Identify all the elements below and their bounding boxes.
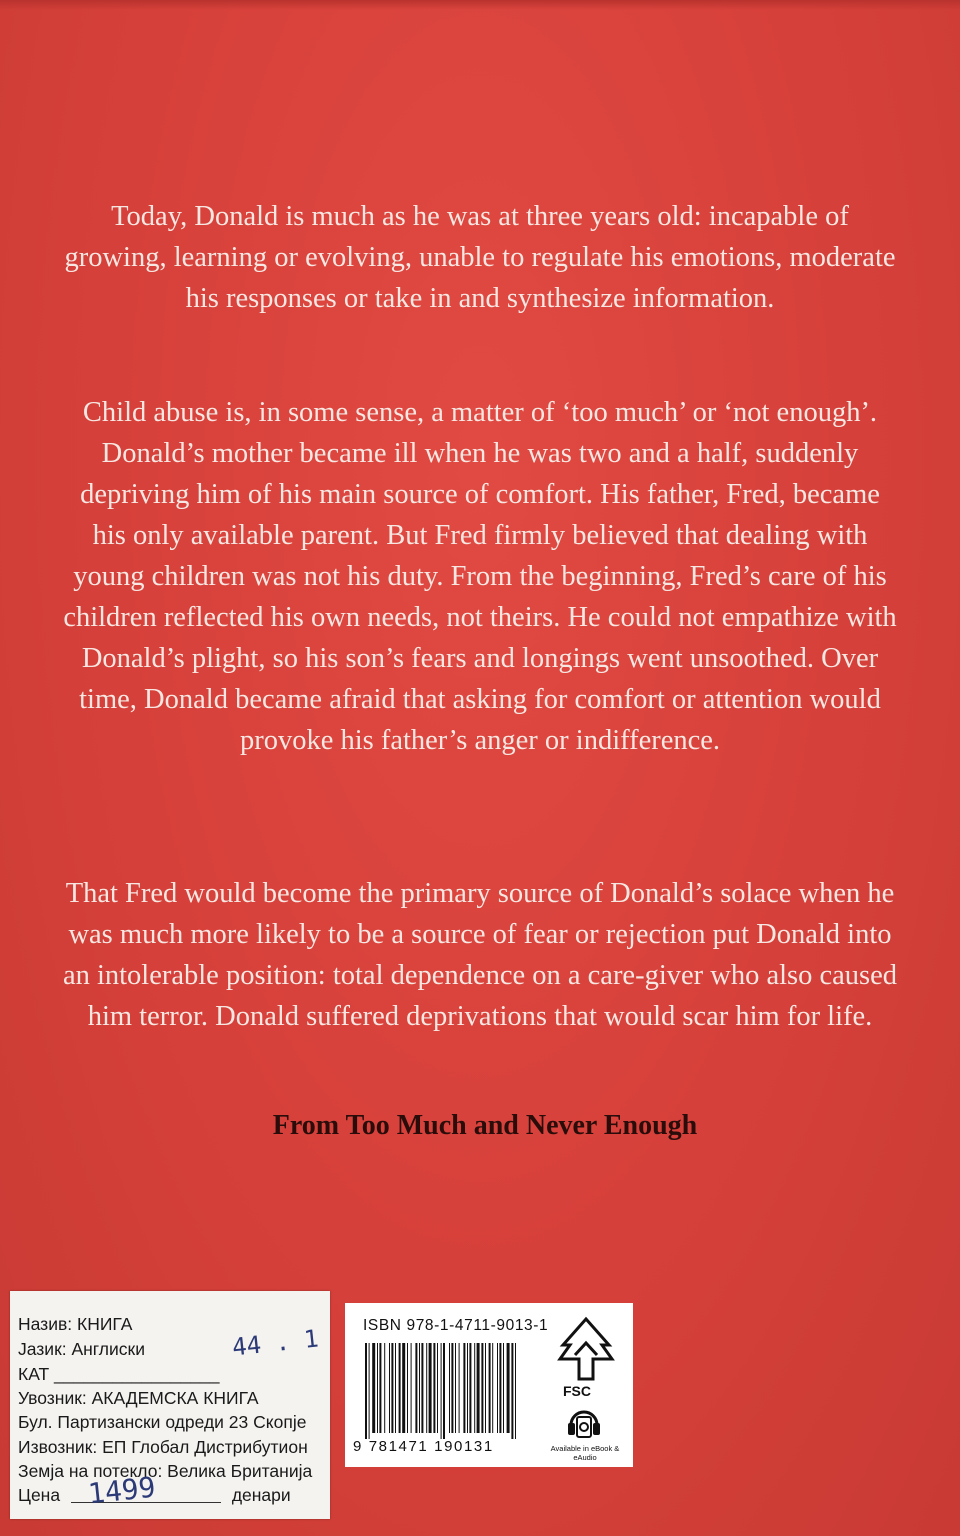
blurb-source: From Too Much and Never Enough xyxy=(272,1110,698,1141)
fsc-label: FSC xyxy=(563,1383,591,1399)
barcode-bar xyxy=(377,1343,378,1433)
barcode-bar xyxy=(399,1343,401,1433)
sticker-title-line: Назив: КНИГА xyxy=(18,1314,133,1334)
barcode-bar xyxy=(459,1343,460,1433)
barcode-bar xyxy=(415,1343,417,1433)
barcode-bar xyxy=(497,1343,498,1433)
barcode-bar xyxy=(441,1343,442,1439)
barcode-bar xyxy=(449,1343,450,1433)
blurb-paragraph-2: Child abuse is, in some sense, a matter of ‘too much’ or ‘not enough’. Donald’s mother became ill when he was two and a half, suddenly depriving him of his main source of comfort. His father, Fred, became his only available parent. But Fred firmly believed that dealing with young children was not his duty. From the beginning, Fred’s care of his children reflected his own needs, not theirs. He could not empathize with Donald’s plight, so his son’s fears and longings went unsoothed. Over time, Donald became afraid that asking for comfort or attention would provoke his father’s anger or indifference. xyxy=(63,397,897,756)
barcode-bar xyxy=(467,1343,468,1433)
cover-edge-shadow xyxy=(0,0,960,10)
sticker-address-line: Бул. Партизански одреди 23 Скопје xyxy=(18,1412,307,1432)
barcode-bar xyxy=(419,1343,420,1433)
barcode-bar xyxy=(365,1343,367,1439)
sticker-price-label: Цена xyxy=(18,1485,61,1505)
blurb-paragraph-1: Today, Donald is much as he was at three years old: incapable of growing, learning or evolving, unable to regulate his emotions, moderate his responses or take in and synthesize information. xyxy=(64,201,896,314)
barcode-bar xyxy=(463,1343,465,1433)
sticker-importer-line: Увозник: АКАДЕМСКА КНИГА xyxy=(18,1388,259,1408)
handwritten-kat-number: 44 . 1 xyxy=(230,1324,320,1362)
barcode-bar xyxy=(443,1343,445,1439)
barcode-bar xyxy=(489,1343,491,1433)
ebook-eaudio-icon xyxy=(565,1403,603,1441)
barcode-bar xyxy=(369,1343,370,1439)
sticker-language-line: Јазик: Англиски xyxy=(18,1339,145,1359)
barcode-bar xyxy=(426,1343,427,1433)
barcode-bar xyxy=(511,1343,513,1439)
barcode-panel xyxy=(345,1303,633,1467)
barcode-bar xyxy=(372,1343,375,1433)
fsc-tree-icon xyxy=(557,1315,615,1383)
isbn-label: ISBN 978-1-4711-9013-1 xyxy=(363,1317,549,1334)
handwritten-price: 1499 xyxy=(86,1470,157,1511)
barcode-bar xyxy=(485,1343,486,1433)
barcode-bar xyxy=(455,1343,456,1433)
sticker-price-unit: денари xyxy=(231,1485,291,1505)
barcode-bar xyxy=(379,1343,381,1433)
barcode-bar xyxy=(481,1343,483,1433)
barcode-bar xyxy=(492,1343,493,1433)
barcode-bar xyxy=(451,1343,453,1433)
barcode-bar xyxy=(402,1343,405,1433)
barcode-bar xyxy=(391,1343,393,1433)
barcode-bar xyxy=(421,1343,423,1433)
barcode-bar xyxy=(499,1343,501,1433)
sticker-kat-line: КАТ _________________ xyxy=(18,1364,220,1384)
ebook-label: Available in eBook & eAudio xyxy=(550,1444,620,1462)
barcode-bar xyxy=(503,1343,504,1433)
barcode-bar xyxy=(515,1343,516,1439)
barcode-bar xyxy=(437,1343,438,1433)
barcode-bar xyxy=(411,1343,412,1433)
barcode-bar xyxy=(395,1343,396,1433)
barcode-bar xyxy=(407,1343,408,1433)
barcode-bar xyxy=(477,1343,480,1433)
import-price-sticker xyxy=(10,1291,330,1519)
barcode-bar xyxy=(389,1343,390,1433)
barcode-bar xyxy=(469,1343,471,1433)
barcode-bar xyxy=(429,1343,432,1433)
sticker-origin-line: Земја на потекло: Велика Британија xyxy=(18,1461,313,1481)
barcode-image xyxy=(363,1343,558,1439)
blurb-paragraph-3: That Fred would become the primary source of Donald’s solace when he was much more likely to be a source of fear or rejection put Donald into an intolerable position: total dependence on a care-giver who also caused him terror. Donald suffered deprivations that would scar him for life. xyxy=(62,878,898,1032)
sticker-exporter-line: Извозник: ЕП Глобал Дистрибутион xyxy=(18,1437,308,1457)
barcode-bar xyxy=(474,1343,475,1433)
barcode-bar xyxy=(433,1343,435,1433)
barcode-digits: 9 781471 190131 xyxy=(353,1438,494,1455)
barcode-bar xyxy=(507,1343,510,1433)
barcode-bar xyxy=(384,1343,385,1433)
